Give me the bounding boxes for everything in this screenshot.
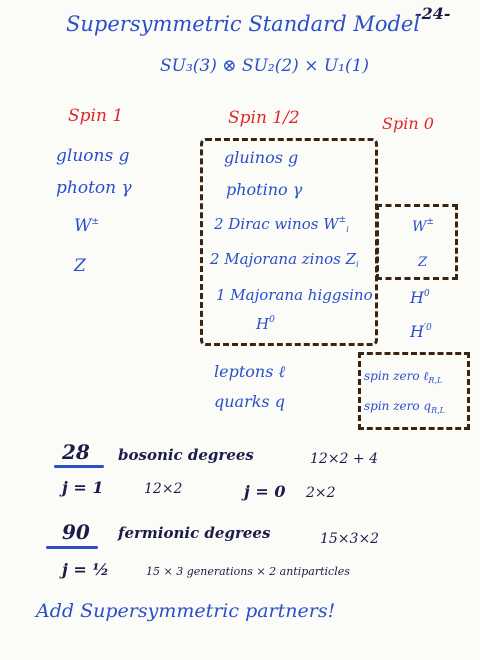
spinhalf-dirac-winos-index: i — [346, 225, 349, 234]
spinhalf-higgsino-charge: 0 — [269, 315, 275, 325]
spinhalf-photino: photino γ — [226, 180, 303, 199]
spinhalf-dirac-winos — [214, 216, 349, 234]
header-spin-half: Spin 1/2 — [228, 108, 300, 128]
fermionic-count: 90 — [62, 520, 90, 544]
spin0-slepton-label: spin zero ℓ — [364, 369, 429, 383]
spin0-z-boson: Z — [418, 255, 428, 270]
spinhalf-higgsino: 1 Majorana higgsino — [216, 286, 373, 304]
spin1-w-boson — [74, 218, 99, 235]
spin0-w-label: W — [412, 219, 427, 235]
spin1-gluons: gluons g — [56, 146, 130, 166]
spin0-slepton-chirality: R,L — [428, 376, 443, 385]
bosonic-count: 28 — [62, 440, 90, 464]
spinhalf-quarks: quarks q — [214, 392, 285, 411]
page-number: -24- — [415, 4, 451, 23]
superpartner-box-spin-half — [200, 138, 378, 346]
spinhalf-majorana-zinos — [210, 252, 359, 269]
bosonic-formula: 12×2 + 4 — [310, 451, 378, 467]
bosonic-j1: j = 1 — [62, 478, 104, 497]
superpartner-box-sfermions — [358, 352, 470, 430]
footer-note: Add Supersymmetric partners! — [36, 600, 336, 622]
bosonic-underline — [54, 465, 104, 468]
bosonic-j1-formula: 12×2 — [144, 481, 183, 497]
spinhalf-higgsino-letter: H — [256, 315, 270, 333]
spinhalf-majorana-zinos-label: 2 Majorana zinos Z — [210, 250, 357, 268]
spin0-slepton — [364, 370, 442, 385]
spin0-higgs-h0prime — [410, 324, 432, 340]
header-spin-0: Spin 0 — [382, 114, 434, 133]
spin0-squark-label: spin zero q — [364, 399, 432, 413]
spin1-w-label: W — [74, 216, 92, 236]
spin0-squark — [364, 400, 445, 415]
spin0-higgs-h0 — [410, 290, 430, 306]
gauge-group: SU₃(3) ⊗ SU₂(2) × U₁(1) — [160, 56, 370, 76]
spin0-h0prime-charge: ′0 — [423, 323, 432, 333]
page-title: Supersymmetric Standard Model — [66, 12, 421, 36]
spin0-h0-label: H — [410, 288, 424, 307]
spin0-squark-chirality: R,L — [431, 406, 445, 415]
spinhalf-dirac-winos-charge: ± — [338, 215, 347, 225]
fermionic-label: fermionic degrees — [118, 524, 271, 542]
bosonic-j0: j = 0 — [244, 482, 286, 501]
spin1-photon: photon γ — [56, 178, 132, 198]
fermionic-detail: 15 × 3 generations × 2 antiparticles — [146, 565, 350, 578]
spinhalf-higgsino-symbol — [256, 316, 275, 332]
fermionic-j-half: j = ½ — [62, 560, 110, 579]
spin1-z-boson: Z — [74, 256, 86, 276]
spin0-h0prime-label: H — [410, 322, 424, 341]
superpartner-box-gauge-bosons — [376, 204, 458, 280]
bosonic-j0-formula: 2×2 — [306, 485, 336, 501]
bosonic-label: bosonic degrees — [118, 446, 254, 464]
spin0-h0-charge: 0 — [423, 289, 430, 299]
spin1-w-charge: ± — [91, 217, 100, 227]
spinhalf-gluinos-label: gluinos g — [224, 148, 299, 167]
spinhalf-majorana-zinos-index: i — [356, 260, 359, 269]
header-spin-1: Spin 1 — [68, 106, 124, 126]
spinhalf-gluinos — [224, 150, 298, 166]
spinhalf-leptons: leptons ℓ — [214, 362, 286, 381]
spin0-w-charge: ± — [426, 217, 434, 227]
spin0-w-boson — [412, 218, 434, 234]
fermionic-underline — [46, 546, 98, 549]
fermionic-formula: 15×3×2 — [320, 531, 380, 547]
spinhalf-dirac-winos-label: 2 Dirac winos W — [214, 215, 339, 233]
